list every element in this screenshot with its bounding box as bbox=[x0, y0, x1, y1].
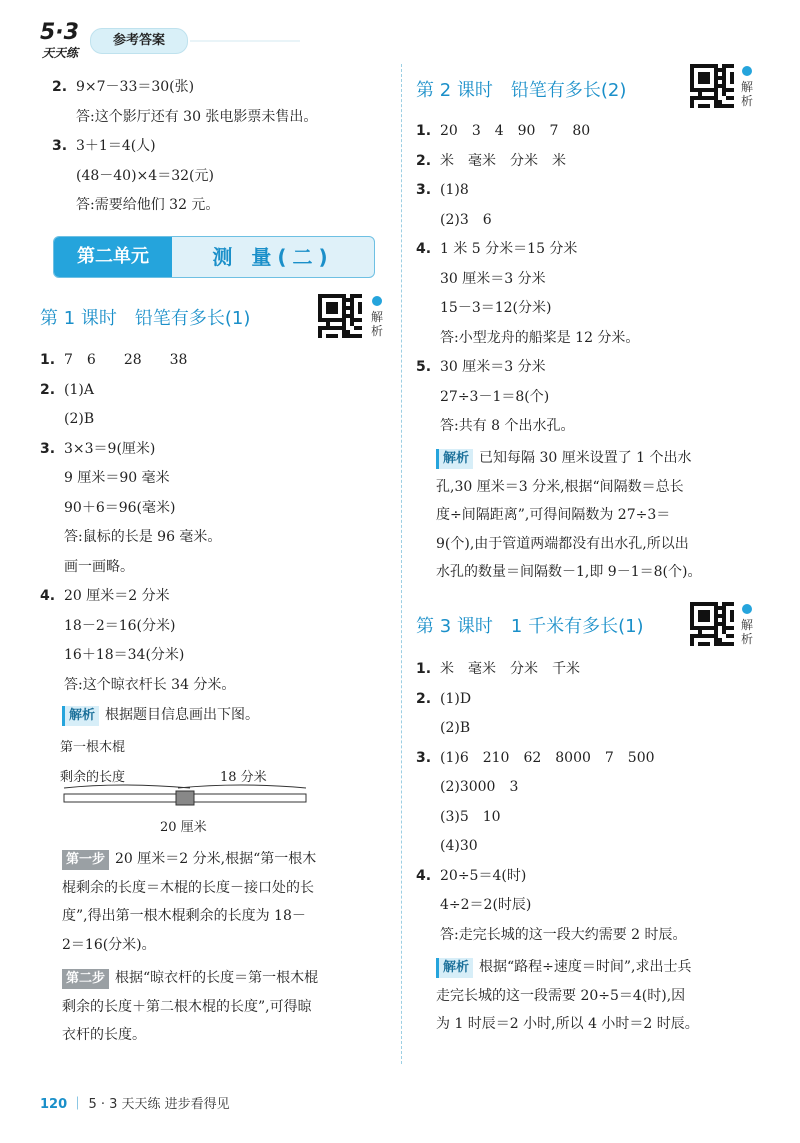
answer-text: 20 3 4 90 7 80 bbox=[440, 123, 591, 139]
page-number: 120 bbox=[40, 1097, 68, 1112]
explanation-text: 9(个),由于管道两端都没有出水孔,所以出 bbox=[436, 535, 689, 552]
answer-text: 米 毫米 分米 米 bbox=[440, 152, 566, 169]
answer-text: (1)6 210 62 8000 7 500 bbox=[440, 749, 655, 766]
answer-line bbox=[416, 776, 518, 798]
analysis-text: 根据题目信息画出下图。 bbox=[105, 707, 260, 723]
answer-line bbox=[416, 865, 526, 887]
brace-right bbox=[178, 785, 306, 788]
answer-line bbox=[52, 106, 317, 128]
explanation-line bbox=[62, 966, 392, 991]
header-tab: 参考答案 bbox=[90, 28, 188, 54]
answer-text: (4)30 bbox=[440, 838, 478, 854]
question-number: 2. bbox=[40, 381, 56, 398]
answer-line bbox=[40, 438, 155, 460]
answer-text: (2)B bbox=[64, 411, 95, 427]
answer-text: 30 厘米＝3 分米 bbox=[440, 359, 546, 375]
explanation-text: 根据“晾衣杆的长度＝第一根木棍 bbox=[115, 970, 319, 986]
answer-line bbox=[40, 408, 94, 430]
explanation-line bbox=[436, 984, 766, 1009]
answer-line bbox=[416, 327, 639, 349]
analysis-line bbox=[62, 703, 259, 728]
answer-text: 16＋18＝34(分米) bbox=[64, 647, 185, 663]
answer-line bbox=[416, 209, 492, 231]
column-divider bbox=[401, 64, 402, 1064]
analysis-badge: 解析 bbox=[436, 958, 473, 978]
step-badge: 第二步 bbox=[62, 969, 109, 989]
answer-text: 答:小型龙舟的船桨是 12 分米。 bbox=[440, 329, 640, 346]
answer-line bbox=[416, 924, 687, 946]
answer-line bbox=[416, 268, 546, 290]
qr-code-icon[interactable] bbox=[690, 64, 734, 108]
answer-line bbox=[40, 674, 235, 696]
explanation-line bbox=[436, 955, 766, 980]
explanation-line bbox=[436, 560, 766, 585]
brace-left bbox=[64, 785, 190, 788]
answer-line bbox=[416, 356, 546, 378]
answer-line bbox=[52, 165, 214, 187]
explanation-line bbox=[436, 1012, 766, 1037]
answer-text: 4÷2＝2(时辰) bbox=[440, 897, 532, 913]
explanation-line bbox=[436, 503, 766, 528]
answer-text: 答:需要给他们 32 元。 bbox=[76, 197, 220, 213]
analysis-badge: 解析 bbox=[62, 706, 99, 726]
play-icon bbox=[372, 296, 382, 306]
unit-number: 第二单元 bbox=[54, 237, 172, 277]
answer-text: 米 毫米 分米 千米 bbox=[440, 661, 580, 677]
diagram-label-first-stick: 第一根木棍 bbox=[60, 740, 126, 755]
explanation-text: 根据“路程÷速度＝时间”,求出士兵 bbox=[479, 959, 692, 975]
answer-line bbox=[40, 379, 94, 401]
answer-text: 9×7－33＝30(张) bbox=[76, 79, 195, 95]
qr-label bbox=[370, 310, 384, 338]
play-icon bbox=[742, 66, 752, 76]
answer-text: 15－3＝12(分米) bbox=[440, 300, 552, 316]
answer-text: (2)3000 3 bbox=[440, 779, 519, 795]
diagram-label-18dm: 18 分米 bbox=[220, 770, 267, 785]
explanation-line bbox=[62, 904, 392, 929]
answer-text: 1 米 5 分米＝15 分米 bbox=[440, 241, 578, 257]
explanation-line bbox=[62, 995, 392, 1020]
question-number: 3. bbox=[416, 749, 432, 766]
qr-label bbox=[740, 80, 754, 108]
explanation-text: 度”,得出第一根木棍剩余的长度为 18－ bbox=[62, 908, 306, 924]
answer-text: 答:这个影厅还有 30 张电影票未售出。 bbox=[76, 108, 318, 125]
answer-text: (1)8 bbox=[440, 182, 469, 198]
answer-text: 3＋1＝4(人) bbox=[76, 138, 156, 154]
diagram-label-20cm: 20 厘米 bbox=[160, 820, 207, 835]
explanation-text: 剩余的长度＋第二根木棍的长度”,可得晾 bbox=[62, 998, 312, 1015]
answer-text: 答:走完长城的这一段大约需要 2 时辰。 bbox=[440, 926, 687, 943]
explanation-text: 棍剩余的长度＝木棍的长度－接口处的长 bbox=[62, 879, 314, 896]
lesson1-title: 第 1 课时 铅笔有多长(1) bbox=[40, 308, 251, 329]
answer-text: 27÷3－1＝8(个) bbox=[440, 388, 550, 405]
explanation-line bbox=[62, 847, 392, 872]
answer-line bbox=[416, 120, 590, 142]
qr-label bbox=[740, 618, 754, 646]
explanation-text: 孔,30 厘米＝3 分米,根据“间隔数＝总长 bbox=[436, 478, 684, 495]
logo-number: 5·3 bbox=[40, 20, 79, 45]
qr-code-icon-graphic bbox=[690, 64, 734, 108]
qr-code-icon-graphic bbox=[318, 294, 362, 338]
answer-line bbox=[40, 615, 175, 637]
answer-line bbox=[416, 747, 655, 769]
explanation-text: 水孔的数量＝间隔数－1,即 9－1＝8(个)。 bbox=[436, 564, 702, 580]
question-number: 2. bbox=[52, 79, 68, 95]
answer-line bbox=[52, 194, 219, 216]
play-icon bbox=[742, 604, 752, 614]
explanation-line bbox=[62, 933, 392, 958]
footer bbox=[40, 1093, 230, 1112]
diagram-sticks bbox=[60, 780, 320, 820]
answer-text: (2)B bbox=[440, 720, 471, 736]
explanation-line bbox=[436, 532, 766, 557]
answer-text: 18－2＝16(分米) bbox=[64, 617, 176, 634]
diagram-label-remaining: 剩余的长度 bbox=[60, 770, 126, 785]
answer-line bbox=[40, 644, 184, 666]
question-number: 1. bbox=[416, 123, 432, 139]
explanation-text: 2＝16(分米)。 bbox=[62, 936, 156, 953]
answer-text: 3×3＝9(厘米) bbox=[64, 440, 156, 457]
explanation-line bbox=[62, 876, 392, 901]
question-number: 4. bbox=[416, 241, 432, 257]
answer-line bbox=[416, 179, 469, 201]
footer-separator: ｜ bbox=[71, 1097, 85, 1112]
answer-text: 90＋6＝96(毫米) bbox=[64, 499, 176, 516]
answer-line bbox=[416, 688, 471, 710]
explanation-text: 已知每隔 30 厘米设置了 1 个出水 bbox=[479, 450, 692, 466]
first-stick bbox=[64, 794, 194, 802]
question-number: 4. bbox=[416, 867, 432, 884]
explanation-text: 为 1 时辰＝2 小时,所以 4 小时＝2 时辰。 bbox=[436, 1016, 699, 1032]
unit-banner bbox=[53, 236, 375, 278]
qr-code-icon[interactable] bbox=[690, 602, 734, 646]
answer-line bbox=[40, 467, 170, 489]
answer-text: (3)5 10 bbox=[440, 808, 501, 825]
answer-line bbox=[416, 894, 531, 916]
answer-line bbox=[416, 806, 501, 828]
explanation-text: 度÷间隔距离”,可得间隔数为 27÷3＝ bbox=[436, 507, 671, 523]
answer-text: 20 厘米＝2 分米 bbox=[64, 588, 170, 604]
answer-text: 20÷5＝4(时) bbox=[440, 867, 527, 884]
answer-line bbox=[416, 658, 580, 680]
analysis-badge: 解析 bbox=[436, 449, 473, 469]
answer-line bbox=[416, 150, 566, 172]
answer-line bbox=[40, 556, 134, 578]
lesson2-title: 第 2 课时 铅笔有多长(2) bbox=[416, 80, 627, 101]
answer-text: 7 6 28 38 bbox=[64, 352, 188, 368]
answer-text: 答:共有 8 个出水孔。 bbox=[440, 418, 575, 434]
question-number: 4. bbox=[40, 588, 56, 604]
question-number: 3. bbox=[416, 182, 432, 198]
answer-line bbox=[416, 297, 551, 319]
answer-text: (1)A bbox=[64, 381, 94, 398]
question-number: 1. bbox=[40, 352, 56, 368]
answer-line bbox=[52, 135, 156, 157]
answer-text: 画一画略。 bbox=[64, 558, 134, 575]
answer-line bbox=[40, 349, 187, 371]
explanation-text: 衣杆的长度。 bbox=[62, 1027, 146, 1043]
question-number: 3. bbox=[52, 138, 68, 154]
footer-brand: 5 · 3 天天练 bbox=[88, 1097, 161, 1112]
answer-line bbox=[416, 717, 470, 739]
footer-slogan: 进步看得见 bbox=[164, 1097, 230, 1112]
answer-text: (2)3 6 bbox=[440, 211, 492, 228]
answer-text: (1)D bbox=[440, 690, 472, 707]
answer-line bbox=[40, 585, 170, 607]
answer-line bbox=[416, 238, 577, 260]
stick-diagram bbox=[60, 736, 320, 836]
logo bbox=[38, 20, 86, 60]
qr-label-text: 解析 bbox=[740, 618, 753, 646]
answer-text: 9 厘米＝90 毫米 bbox=[64, 470, 170, 486]
answer-text: 30 厘米＝3 分米 bbox=[440, 270, 546, 287]
joint bbox=[176, 791, 194, 805]
answer-line bbox=[52, 76, 194, 98]
explanation-text: 20 厘米＝2 分米,根据“第一根木 bbox=[115, 851, 317, 867]
question-number: 2. bbox=[416, 152, 432, 169]
second-stick bbox=[176, 794, 306, 802]
answer-text: 答:这个晾衣杆长 34 分米。 bbox=[64, 676, 236, 693]
question-number: 5. bbox=[416, 359, 432, 375]
answer-line bbox=[416, 415, 575, 437]
question-number: 2. bbox=[416, 690, 432, 707]
explanation-line bbox=[62, 1023, 392, 1048]
answer-text: (48－40)×4＝32(元) bbox=[76, 167, 214, 184]
lesson3-title: 第 3 课时 1 千米有多长(1) bbox=[416, 616, 644, 637]
logo-subtitle: 天天练 bbox=[42, 46, 79, 60]
qr-code-icon[interactable] bbox=[318, 294, 362, 338]
step-badge: 第一步 bbox=[62, 850, 109, 870]
qr-label-text: 解析 bbox=[740, 80, 753, 108]
answer-line bbox=[416, 835, 478, 857]
unit-title: 测 量(二) bbox=[212, 245, 334, 269]
question-number: 3. bbox=[40, 440, 56, 457]
header-line bbox=[190, 40, 300, 42]
answer-text: 答:鼠标的长是 96 毫米。 bbox=[64, 529, 222, 545]
answer-line bbox=[40, 526, 221, 548]
explanation-line bbox=[436, 475, 766, 500]
explanation-line bbox=[436, 446, 766, 471]
answer-line bbox=[416, 386, 549, 408]
question-number: 1. bbox=[416, 661, 432, 677]
qr-code-icon-graphic bbox=[690, 602, 734, 646]
explanation-text: 走完长城的这一段需要 20÷5＝4(时),因 bbox=[436, 987, 686, 1004]
qr-label-text: 解析 bbox=[370, 310, 383, 338]
answer-line bbox=[40, 497, 175, 519]
